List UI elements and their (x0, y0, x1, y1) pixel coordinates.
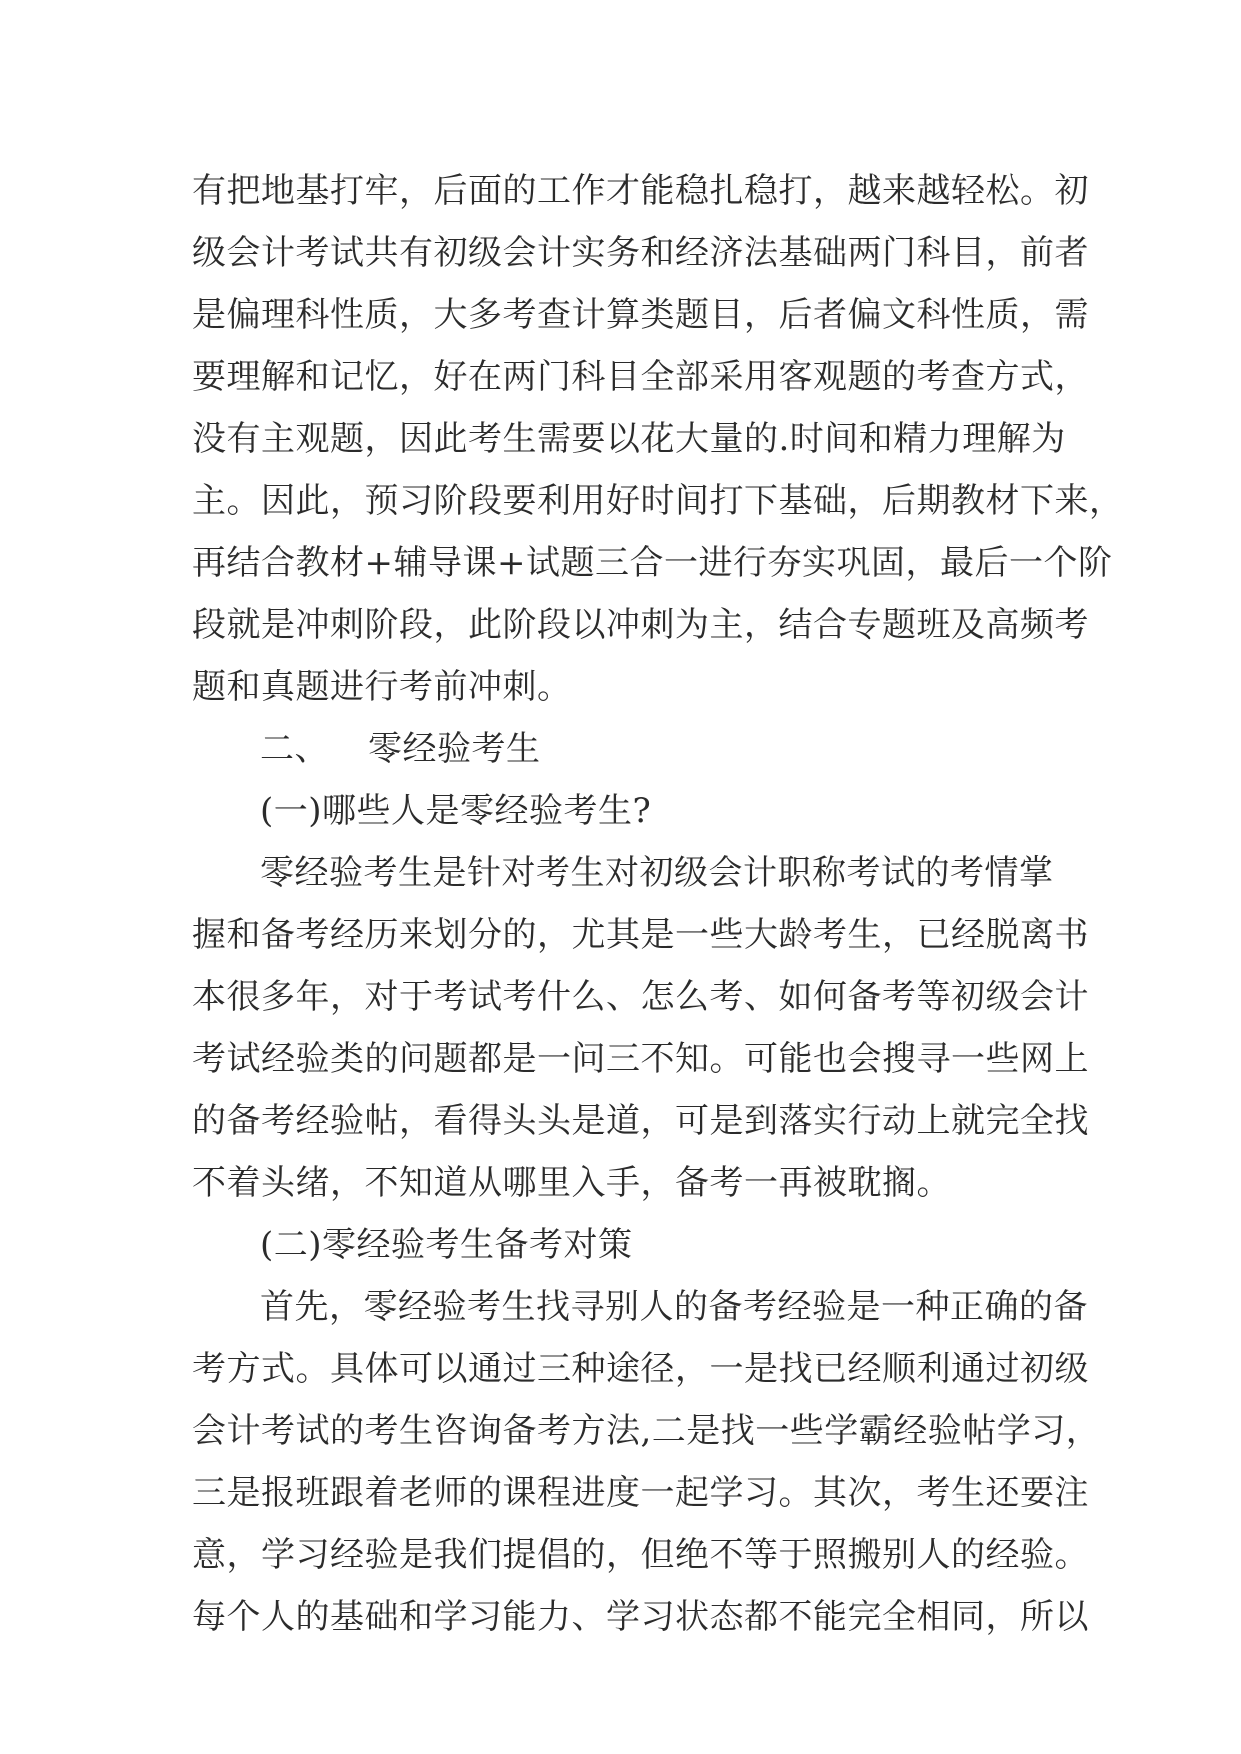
text-line: 握和备考经历来划分的，尤其是一些大龄考生，已经脱离书 (192, 915, 1089, 955)
paragraph-2 (192, 842, 1089, 1214)
text-line: 本很多年，对于考试考什么、怎么考、如何备考等初级会计 (192, 977, 1089, 1017)
text-line: 题和真题进行考前冲刺。 (192, 667, 572, 707)
text-line: 没有主观题，因此考生需要以花大量的.时间和精力理解为 (192, 419, 1066, 459)
text-line: 会计考试的考生咨询备考方法,二是找一些学霸经验帖学习， (192, 1411, 1101, 1451)
section-title: 零经验考生 (368, 729, 541, 769)
text-line: 考方式。具体可以通过三种途径，一是找已经顺利通过初级 (192, 1349, 1089, 1389)
paragraph-1 (192, 160, 1124, 718)
text-line: 有把地基打牢，后面的工作才能稳扎稳打，越来越轻松。初 (192, 171, 1089, 211)
text-line: 每个人的基础和学习能力、学习状态都不能完全相同，所以 (192, 1597, 1089, 1637)
text-line: 三是报班跟着老师的课程进度一起学习。其次，考生还要注 (192, 1473, 1089, 1513)
paragraph-3 (192, 1276, 1101, 1648)
text-line: 零经验考生是针对考生对初级会计职称考试的考情掌 (260, 853, 1054, 893)
subsection-heading-2: (二)零经验考生备考对策 (260, 1225, 633, 1265)
text-line: 要理解和记忆，好在两门科目全部采用客观题的考查方式， (192, 357, 1089, 397)
text-line: 级会计考试共有初级会计实务和经济法基础两门科目，前者 (192, 233, 1089, 273)
text-line: 主。因此，预习阶段要利用好时间打下基础，后期教材下来， (192, 481, 1124, 521)
document-body (192, 160, 1124, 1648)
section-heading (192, 718, 1052, 780)
text-line: 再结合教材+辅导课+试题三合一进行夯实巩固，最后一个阶 (192, 543, 1113, 583)
text-line: 不着头绪，不知道从哪里入手，备考一再被耽搁。 (192, 1163, 951, 1203)
subsection-heading-1: (一)哪些人是零经验考生? (260, 791, 652, 831)
text-line: 是偏理科性质，大多考查计算类题目，后者偏文科性质，需 (192, 295, 1089, 335)
text-line: 考试经验类的问题都是一问三不知。可能也会搜寻一些网上 (192, 1039, 1089, 1079)
section-number: 二、 (260, 729, 329, 769)
text-line: 的备考经验帖，看得头头是道，可是到落实行动上就完全找 (192, 1101, 1089, 1141)
text-line: 意，学习经验是我们提倡的，但绝不等于照搬别人的经验。 (192, 1535, 1089, 1575)
text-line: 段就是冲刺阶段，此阶段以冲刺为主，结合专题班及高频考 (192, 605, 1089, 645)
text-line: 首先，零经验考生找寻别人的备考经验是一种正确的备 (260, 1287, 1088, 1327)
